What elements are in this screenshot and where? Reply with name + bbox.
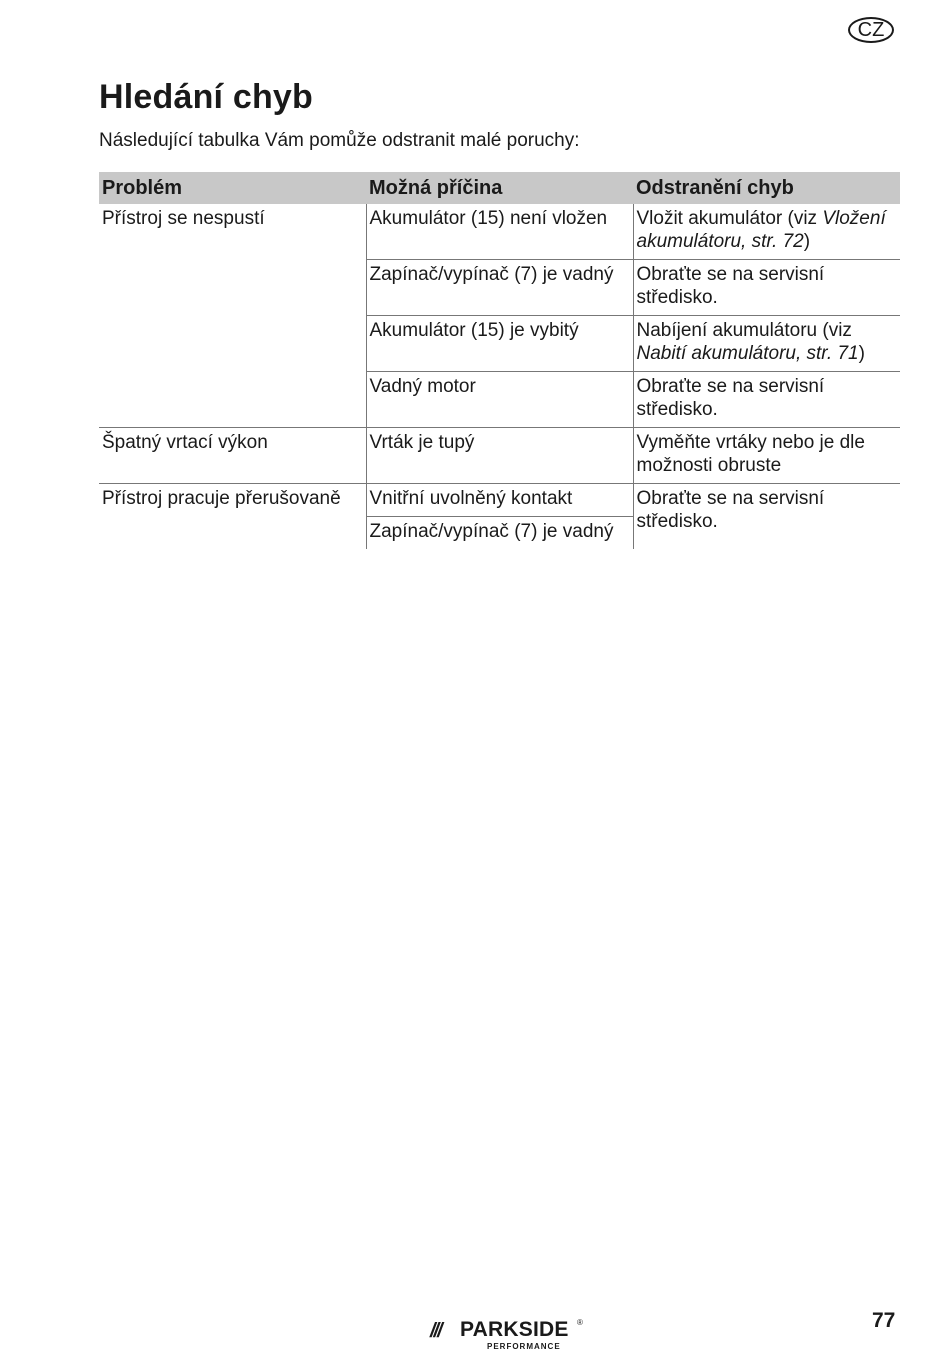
logo-slashes: ///	[430, 1320, 441, 1342]
language-badge: CZ	[848, 17, 894, 43]
cause-cell: Vrták je tupý	[366, 428, 633, 484]
cause-cell: Akumulátor (15) není vložen	[366, 204, 633, 260]
fix-reference: Nabití akumulátoru, str. 71	[636, 343, 859, 364]
fix-reference: Vložení akumulátoru, str. 72	[636, 208, 886, 252]
fix-cell	[633, 204, 900, 260]
logo-brand: PARKSIDE	[460, 1318, 569, 1341]
column-header-problem: Problém	[99, 172, 366, 204]
fix-cell: Obraťte se na servisní středisko.	[636, 488, 825, 532]
column-header-fix: Odstranění chyb	[633, 172, 900, 204]
problem-cell: Přístroj pracuje přerušovaně	[102, 488, 341, 509]
fix-cell	[633, 316, 900, 372]
fix-cell: Obraťte se na servisní středisko.	[633, 260, 900, 316]
table-row	[99, 428, 900, 484]
cause-cell: Vnitřní uvolněný kontakt	[366, 484, 633, 517]
fix-cell: Obraťte se na servisní středisko.	[633, 372, 900, 428]
cause-cell: Akumulátor (15) je vybitý	[366, 316, 633, 372]
fix-cell: Vyměňte vrtáky nebo je dle možnosti obruste	[633, 428, 900, 484]
logo-registered-mark: ®	[577, 1318, 583, 1327]
fix-text: Nabíjení akumulátoru (viz	[636, 320, 852, 341]
logo-subtitle: PERFORMANCE	[487, 1342, 561, 1351]
troubleshooting-table	[99, 172, 900, 549]
fix-text: Vložit akumulátor (viz	[636, 208, 823, 229]
problem-cell: Špatný vrtací výkon	[99, 428, 366, 484]
fix-text-tail: )	[858, 343, 865, 364]
table-row	[99, 484, 900, 517]
table-header-row	[99, 172, 900, 204]
problem-cell: Přístroj se nespustí	[99, 204, 366, 428]
page-number: 77	[872, 1309, 896, 1332]
cause-cell: Zapínač/vypínač (7) je vadný	[366, 260, 633, 316]
column-header-cause: Možná příčina	[366, 172, 633, 204]
intro-text: Následující tabulka Vám pomůže odstranit malé poruchy:	[99, 130, 580, 151]
cause-cell: Zapínač/vypínač (7) je vadný	[366, 517, 633, 550]
parkside-logo	[430, 1318, 590, 1354]
table-row	[99, 204, 900, 260]
cause-cell: Vadný motor	[366, 372, 633, 428]
page-title: Hledání chyb	[99, 78, 314, 116]
fix-text-tail: )	[803, 231, 811, 252]
